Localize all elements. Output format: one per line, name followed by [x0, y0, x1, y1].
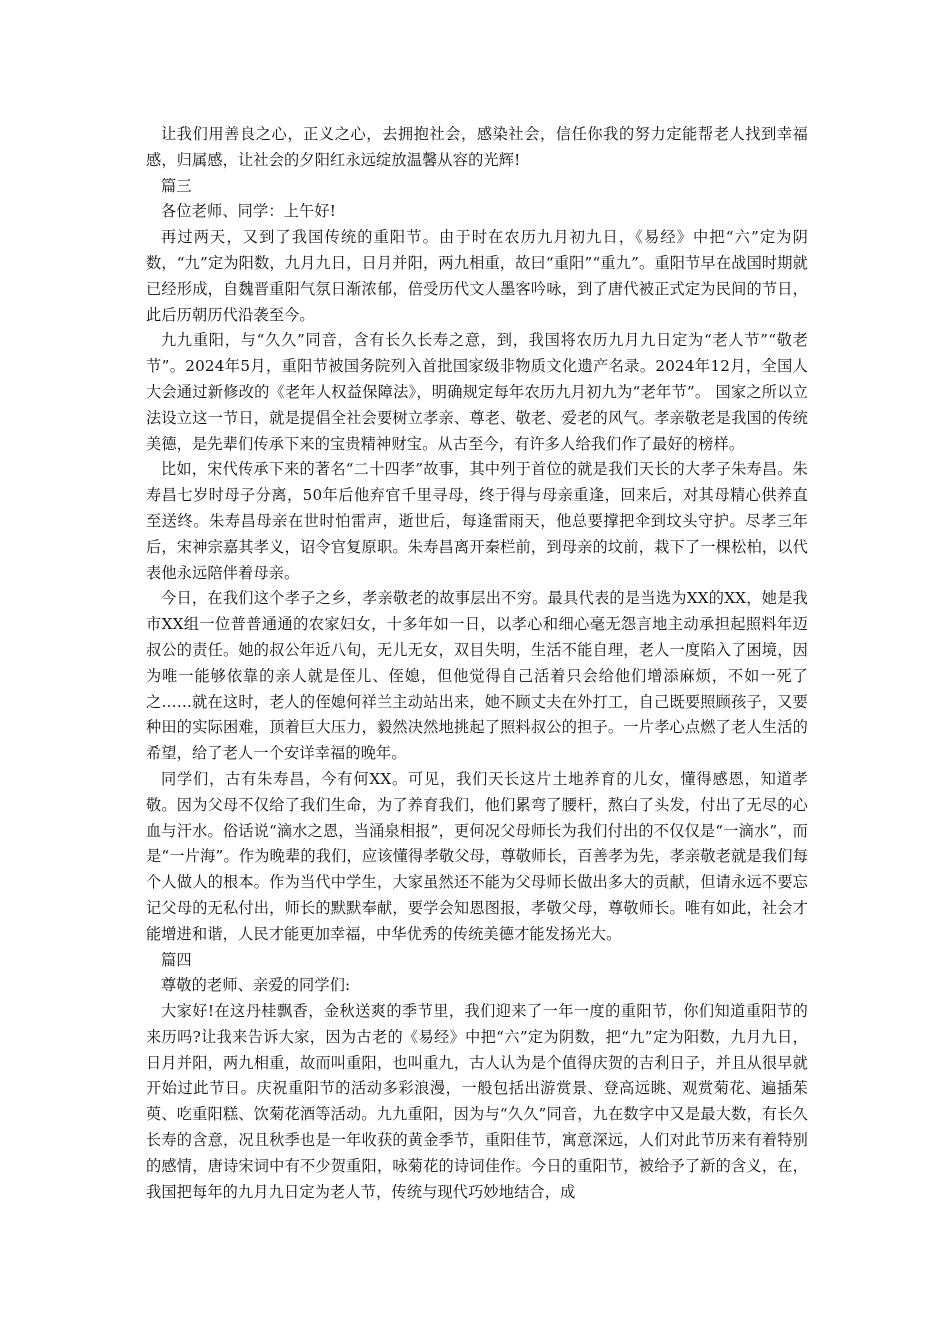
greeting-4: 尊敬的老师、亲爱的同学们: [161, 976, 351, 995]
paragraph-closing-previous: 让我们用善良之心，正义之心，去拥抱社会，感染社会，信任你我的努力定能帮老人找到幸福感，归属感，让社会的夕阳红永远绽放温馨从容的光辉! [146, 125, 808, 169]
paragraph: 同学们，古有朱寿昌，今有何XX。可见，我们天长这片土地养育的儿女，懂得感恩，知道孝敬。因为父母不仅给了我们生命，为了养育我们，他们累弯了腰杆，熬白了头发，付出了无尽的心血与汗水。俗话说“滴水之恩，当涌泉相报”，更何况父母师长为我们付出的不仅仅是“一滴水”，而是“一片海”。作为晚辈的我们，应该懂得孝敬父母，尊敬师长，百善孝为先，孝亲敬老就是我们每个人做人的根本。作为当代中学生，大家虽然还不能为父母师长做出多大的贡献，但请永远不要忘记父母的无私付出，师长的默默奉献，要学会知恩图报，孝敬父母，尊敬师长。唯有如此，社会才能增进和谐，人民才能更加幸福，中华优秀的传统美德才能发扬光大。 [146, 769, 808, 943]
paragraph: 大家好!在这丹桂飘香，金秋送爽的季节里，我们迎来了一年一度的重阳节，你们知道重阳节的来历吗?让我来告诉大家，因为古老的《易经》中把“六”定为阴数，把“九”定为阳数，九月九日，日月并阳，两九相重，故而叫重阳，也叫重九，古人认为是个值得庆贺的吉利日子，并且从很早就开始过此节日。庆祝重阳节的活动多彩浪漫，一般包括出游赏景、登高远眺、观赏菊花、遍插茱萸、吃重阳糕、饮菊花酒等活动。九九重阳，因为与“久久”同音，九在数字中又是最大数，有长久长寿的含意，况且秋季也是一年收获的黄金季节，重阳佳节，寓意深远，人们对此节历来有着特别的感情，唐诗宋词中有不少贺重阳，咏菊花的诗词佳作。今日的重阳节，被给予了新的含义，在，我国把每年的九月九日定为老人节，传统与现代巧妙地结合，成 [146, 1002, 808, 1201]
document-body [146, 122, 808, 1205]
paragraph: 九九重阳，与“久久”同音，含有长久长寿之意，到，我国将农历九月九日定为“老人节”“敬老节”。2024年5月，重阳节被国务院列入首批国家级非物质文化遗产名录。2024年12月，全国人大会通过新修改的《老年人权益保障法》，明确规定每年农历九月初九为“老年节”。 国家之所以立法设立这一节日，就是提倡全社会要树立孝亲、尊老、敬老、爱老的风气。孝亲敬老是我国的传统美德，是先辈们传承下来的宝贵精神财宝。从古至今，有许多人给我们作了最好的榜样。 [146, 331, 808, 453]
greeting-3: 各位老师、同学：上午好! [161, 202, 336, 221]
paragraph: 比如，宋代传承下来的著名“二十四孝”故事，其中列于首位的就是我们天长的大孝子朱寿昌。朱寿昌七岁时母子分离，50年后他弃官千里寻母，终于得与母亲重逢，回来后，对其母精心供养直至送终。朱寿昌母亲在世时怕雷声，逝世后，每逢雷雨天，他总要撑把伞到坟头守护。尽孝三年后，宋神宗嘉其孝义，诏令官复原职。朱寿昌离开秦栏前，到母亲的坟前，栽下了一棵松柏，以代表他永远陪伴着母亲。 [146, 460, 808, 582]
paragraph: 再过两天，又到了我国传统的重阳节。由于时在农历九月初九日，《易经》中把“六”定为阴数，“九”定为阳数，九月九日，日月并阳，两九相重，故曰“重阳”“重九”。重阳节早在战国时期就已经形成，自魏晋重阳气氛日渐浓郁，倍受历代文人墨客吟咏，到了唐代被正式定为民间的节日，此后历朝历代沿袭至今。 [146, 228, 808, 324]
paragraph: 今日，在我们这个孝子之乡，孝亲敬老的故事层出不穷。最具代表的是当选为XX的XX，她是我市XX组一位普普通通的农家妇女，十多年如一日，以孝心和细心毫无怨言地主动承担起照料年迈叔公的责任。她的叔公年近八旬，无儿无女，双目失明，生活不能自理，老人一度陷入了困境，因为唯一能够依靠的亲人就是侄儿、侄媳，但他觉得自己活着只会给他们增添麻烦，不如一死了之……就在这时，老人的侄媳何祥兰主动站出来，她不顾丈夫在外打工，自己既要照顾孩子，又要种田的实际困难，顶着巨大压力，毅然决然地挑起了照料叔公的担子。一片孝心点燃了老人生活的希望，给了老人一个安详幸福的晚年。 [146, 589, 808, 763]
section-heading-4: 篇四 [161, 950, 192, 969]
section-heading-3: 篇三 [161, 176, 192, 195]
